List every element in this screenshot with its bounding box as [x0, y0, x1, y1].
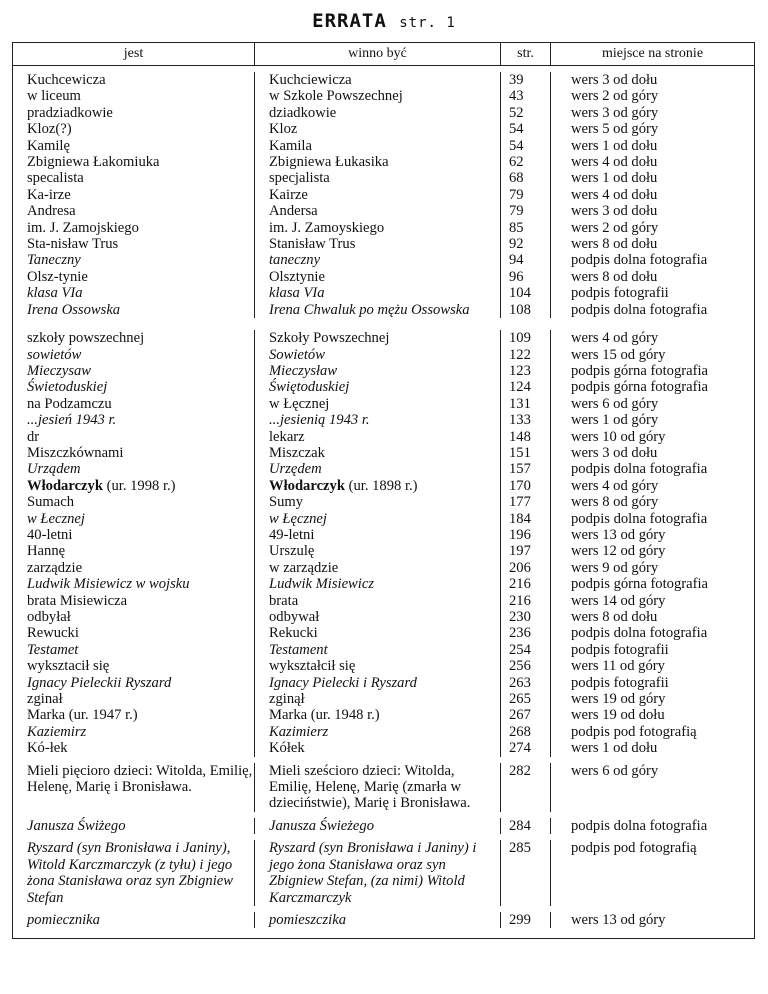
cell-miejsce: wers 10 od góry: [571, 428, 666, 445]
table-row: [13, 691, 754, 707]
cell-str: 109: [501, 330, 551, 346]
table-row: [13, 527, 754, 543]
table-row: [13, 675, 754, 691]
cell-miejsce: wers 13 od góry: [571, 911, 666, 928]
cell-miejsce: wers 4 od dołu: [571, 154, 658, 171]
cell-miejsce: wers 3 od góry: [571, 104, 659, 121]
cell-jest: [13, 478, 255, 494]
title-main: ERRATA: [312, 10, 387, 32]
cell-str: 170: [501, 478, 551, 494]
cell-winno-byc: 49-letni: [255, 527, 501, 543]
cell-miejsce: wers 3 od dołu: [571, 203, 658, 220]
cell-winno-byc: Andersa: [255, 203, 501, 219]
table-row: [13, 363, 754, 379]
cell-jest: Hannę: [13, 543, 255, 559]
cell-str: 123: [501, 363, 551, 379]
cell-str: 284: [501, 818, 551, 834]
cell-miejsce: podpis górna fotografia: [571, 576, 708, 593]
cell-miejsce: wers 4 od góry: [571, 330, 659, 347]
cell-winno-byc: Kairze: [255, 187, 501, 203]
cell-winno-bold: Włodarczyk: [269, 477, 345, 494]
cell-jest: Rewucki: [13, 625, 255, 641]
cell-miejsce: podpis dolna fotografia: [571, 461, 708, 478]
cell-str: 151: [501, 445, 551, 461]
table-row: [13, 252, 754, 268]
cell-str: 92: [501, 236, 551, 252]
cell-str: 68: [501, 170, 551, 186]
cell-jest: Marka (ur. 1947 r.): [13, 707, 255, 723]
cell-miejsce: wers 19 od góry: [571, 691, 666, 708]
table-row: [13, 740, 754, 756]
table-row: [13, 170, 754, 186]
table-row: [13, 236, 754, 252]
table-row: [13, 347, 754, 363]
cell-miejsce: wers 2 od góry: [571, 219, 659, 236]
cell-jest: szkoły powszechnej: [13, 330, 255, 346]
cell-str: 131: [501, 396, 551, 412]
cell-str: 104: [501, 285, 551, 301]
cell-str: 157: [501, 461, 551, 477]
cell-winno-byc: Rekucki: [255, 625, 501, 641]
cell-winno-byc: Kółek: [255, 740, 501, 756]
cell-winno-byc: im. J. Zamoyskiego: [255, 220, 501, 236]
cell-jest: Taneczny: [13, 252, 255, 268]
cell-str: 216: [501, 576, 551, 592]
cell-miejsce: podpis fotografii: [571, 641, 669, 658]
cell-winno-byc: Urzędem: [255, 461, 501, 477]
cell-winno-byc: wykształcił się: [255, 658, 501, 674]
cell-miejsce: wers 1 od dołu: [571, 137, 658, 154]
cell-str: 96: [501, 269, 551, 285]
page-title: [0, 10, 768, 32]
table-row: [13, 72, 754, 88]
table-row: [13, 511, 754, 527]
cell-str: 197: [501, 543, 551, 559]
cell-winno-byc: w Łęcznej: [255, 511, 501, 527]
cell-str: 133: [501, 412, 551, 428]
cell-winno-byc: Kloz: [255, 121, 501, 137]
cell-winno-byc: specjalista: [255, 170, 501, 186]
cell-jest: Andresa: [13, 203, 255, 219]
cell-jest: Sumach: [13, 494, 255, 510]
cell-winno-byc: Olsztynie: [255, 269, 501, 285]
table-row: [13, 121, 754, 137]
cell-jest: Zbigniewa Łakomiuka: [13, 154, 255, 170]
cell-winno-byc: Mieczysław: [255, 363, 501, 379]
cell-jest: w liceum: [13, 88, 255, 104]
cell-str: 196: [501, 527, 551, 543]
cell-winno-byc: w Szkole Powszechnej: [255, 88, 501, 104]
errata-table: [12, 42, 755, 939]
cell-jest: im. J. Zamojskiego: [13, 220, 255, 236]
cell-jest-bold: Włodarczyk: [27, 477, 103, 494]
cell-miejsce: wers 13 od góry: [571, 526, 666, 543]
cell-miejsce: podpis górna fotografia: [571, 362, 708, 379]
table-row: [13, 576, 754, 592]
table-row: [13, 330, 754, 346]
table-row: [13, 396, 754, 412]
table-row: [13, 220, 754, 236]
cell-miejsce: wers 11 od góry: [571, 658, 665, 675]
cell-jest: Miszczkównami: [13, 445, 255, 461]
table-row: [13, 609, 754, 625]
column-header-jest: jest: [13, 43, 255, 65]
cell-jest: dr: [13, 429, 255, 445]
cell-miejsce: wers 8 od dołu: [571, 609, 658, 625]
cell-miejsce: wers 14 od góry: [571, 592, 666, 609]
cell-winno-byc: ...jesienią 1943 r.: [255, 412, 501, 428]
cell-jest: Ka-irze: [13, 187, 255, 203]
cell-jest: w Łecznej: [13, 511, 255, 527]
cell-str: 254: [501, 642, 551, 658]
column-header-str: str.: [501, 43, 551, 65]
cell-miejsce: wers 6 od góry: [571, 395, 659, 412]
cell-str: 62: [501, 154, 551, 170]
cell-jest: Kaziemirz: [13, 724, 255, 740]
cell-jest: Kamilę: [13, 138, 255, 154]
cell-str: 216: [501, 593, 551, 609]
table-row: [13, 912, 754, 928]
cell-miejsce: wers 1 od dołu: [571, 740, 658, 757]
cell-str: 85: [501, 220, 551, 236]
cell-jest: 40-letni: [13, 527, 255, 543]
cell-jest: Olsz-tynie: [13, 269, 255, 285]
table-body: [13, 66, 754, 938]
cell-jest: brata Misiewicza: [13, 593, 255, 609]
table-row: [13, 724, 754, 740]
table-row: [13, 429, 754, 445]
cell-winno-byc: [255, 478, 501, 494]
cell-miejsce: wers 8 od dołu: [571, 236, 658, 253]
table-row: [13, 154, 754, 170]
cell-jest: zarządzie: [13, 560, 255, 576]
table-row: [13, 203, 754, 219]
table-row: [13, 763, 754, 812]
cell-winno-byc: Testament: [255, 642, 501, 658]
cell-str: 52: [501, 105, 551, 121]
cell-jest: na Podzamczu: [13, 396, 255, 412]
cell-str: 39: [501, 72, 551, 88]
cell-winno-byc: klasa VIa: [255, 285, 501, 301]
title-page-number: str. 1: [399, 15, 456, 31]
cell-str: 267: [501, 707, 551, 723]
cell-miejsce: podpis dolna fotografia: [571, 301, 708, 318]
cell-winno-byc: brata: [255, 593, 501, 609]
cell-jest: Kó-łek: [13, 740, 255, 756]
cell-str: 108: [501, 302, 551, 318]
cell-str: 282: [501, 763, 551, 812]
table-row: [13, 593, 754, 609]
cell-winno-byc: lekarz: [255, 429, 501, 445]
table-row: [13, 625, 754, 641]
cell-winno-byc: Sumy: [255, 494, 501, 510]
cell-winno-byc: Ludwik Misiewicz: [255, 576, 501, 592]
cell-str: 299: [501, 912, 551, 928]
cell-winno-byc: zginął: [255, 691, 501, 707]
table-row: [13, 818, 754, 834]
cell-str: 256: [501, 658, 551, 674]
cell-jest: Testamet: [13, 642, 255, 658]
table-row: [13, 105, 754, 121]
table-row: [13, 445, 754, 461]
cell-miejsce: podpis pod fotografią: [571, 723, 697, 740]
cell-miejsce: podpis fotografii: [571, 674, 669, 691]
cell-str: 236: [501, 625, 551, 641]
cell-str: 79: [501, 187, 551, 203]
cell-jest: Ryszard (syn Bronisława i Janiny), Witold Karczmarczyk (z tyłu) i jego żona Stanisława oraz syn Zbigniew Stefan: [13, 840, 255, 906]
cell-str: 230: [501, 609, 551, 625]
cell-jest: Kuchcewicza: [13, 72, 255, 88]
cell-jest: odbyłał: [13, 609, 255, 625]
table-row: [13, 461, 754, 477]
cell-winno-byc: Stanisław Trus: [255, 236, 501, 252]
cell-jest: Mieli pięcioro dzieci: Witolda, Emilię, Helenę, Marię i Bronisława.: [13, 763, 255, 812]
cell-miejsce: wers 9 od góry: [571, 559, 659, 576]
cell-winno-byc: pomieszczika: [255, 912, 501, 928]
table-row: [13, 379, 754, 395]
cell-str: 43: [501, 88, 551, 104]
cell-jest: specalista: [13, 170, 255, 186]
cell-winno-byc: Zbigniewa Łukasika: [255, 154, 501, 170]
cell-miejsce: podpis dolna fotografia: [571, 252, 708, 269]
cell-miejsce: wers 1 od góry: [571, 412, 659, 429]
cell-miejsce: wers 3 od dołu: [571, 72, 658, 88]
cell-miejsce: podpis dolna fotografia: [571, 510, 708, 527]
cell-miejsce: wers 1 od dołu: [571, 170, 658, 187]
cell-winno-byc: Urszulę: [255, 543, 501, 559]
table-row: [13, 138, 754, 154]
table-row: [13, 560, 754, 576]
cell-jest: Kloz(?): [13, 121, 255, 137]
cell-winno-byc: Sowietów: [255, 347, 501, 363]
cell-jest: Ignacy Pieleckii Ryszard: [13, 675, 255, 691]
cell-miejsce: wers 6 od góry: [571, 762, 659, 779]
cell-winno-byc: Marka (ur. 1948 r.): [255, 707, 501, 723]
cell-miejsce: wers 15 od góry: [571, 346, 666, 363]
cell-winno-byc: odbywał: [255, 609, 501, 625]
cell-miejsce: podpis dolna fotografia: [571, 625, 708, 642]
cell-jest: zginał: [13, 691, 255, 707]
cell-miejsce: wers 2 od góry: [571, 88, 659, 105]
cell-jest: Ludwik Misiewicz w wojsku: [13, 576, 255, 592]
cell-str: 206: [501, 560, 551, 576]
table-header: [13, 43, 754, 66]
table-row: [13, 494, 754, 510]
cell-jest: Janusza Świżego: [13, 818, 255, 834]
cell-winno-byc: Kamila: [255, 138, 501, 154]
cell-miejsce: podpis pod fotografią: [571, 840, 697, 857]
cell-str: 274: [501, 740, 551, 756]
cell-winno-byc: Mieli sześcioro dzieci: Witolda, Emilię, Helenę, Marię (zmarła w dzieciństwie), Marię i Bronisława.: [255, 763, 501, 812]
cell-jest: Sta-nisław Trus: [13, 236, 255, 252]
cell-winno-byc: Irena Chwaluk po mężu Ossowska: [255, 302, 501, 318]
cell-winno-byc: Ignacy Pielecki i Ryszard: [255, 675, 501, 691]
cell-jest: Mieczysaw: [13, 363, 255, 379]
table-row: [13, 285, 754, 301]
cell-miejsce: wers 4 od góry: [571, 477, 659, 494]
cell-str: 79: [501, 203, 551, 219]
cell-jest: sowietów: [13, 347, 255, 363]
cell-miejsce: wers 3 od dołu: [571, 444, 658, 461]
cell-str: 148: [501, 429, 551, 445]
cell-winno-byc: Świętoduskiej: [255, 379, 501, 395]
cell-miejsce: podpis górna fotografia: [571, 379, 708, 396]
cell-miejsce: wers 8 od dołu: [571, 268, 658, 285]
column-header-winno-byc: winno być: [255, 43, 501, 65]
cell-winno-byc: Janusza Świeżego: [255, 818, 501, 834]
table-row: [13, 478, 754, 494]
table-row: [13, 642, 754, 658]
cell-winno-byc: Miszczak: [255, 445, 501, 461]
cell-miejsce: wers 19 od dołu: [571, 707, 665, 724]
cell-jest: Świetoduskiej: [13, 379, 255, 395]
cell-winno-byc: Ryszard (syn Bronisława i Janiny) i jego żona Stanisława oraz syn Zbigniew Stefan, (za nimi) Witold Karczmarczyk: [255, 840, 501, 906]
cell-str: 285: [501, 840, 551, 906]
table-row: [13, 269, 754, 285]
table-row: [13, 412, 754, 428]
cell-jest-rest: (ur. 1998 r.): [102, 477, 176, 494]
cell-str: 265: [501, 691, 551, 707]
table-row: [13, 707, 754, 723]
cell-jest: pradziadkowie: [13, 105, 255, 121]
cell-str: 263: [501, 675, 551, 691]
table-row: [13, 658, 754, 674]
cell-winno-byc: Kuchciewicza: [255, 72, 501, 88]
cell-str: 124: [501, 379, 551, 395]
cell-miejsce: podpis dolna fotografia: [571, 817, 708, 834]
cell-jest: wyksztacił się: [13, 658, 255, 674]
cell-jest: Irena Ossowska: [13, 302, 255, 318]
cell-winno-byc: w zarządzie: [255, 560, 501, 576]
column-header-miejsce: miejsce na stronie: [601, 46, 704, 61]
cell-miejsce: wers 8 od góry: [571, 494, 659, 511]
cell-str: 54: [501, 121, 551, 137]
cell-str: 177: [501, 494, 551, 510]
cell-str: 94: [501, 252, 551, 268]
cell-jest: ...jesień 1943 r.: [13, 412, 255, 428]
cell-jest: pomiecznika: [13, 912, 255, 928]
cell-winno-byc: taneczny: [255, 252, 501, 268]
cell-miejsce: podpis fotografii: [571, 285, 669, 302]
cell-winno-byc: w Łęcznej: [255, 396, 501, 412]
cell-miejsce: wers 5 od góry: [571, 121, 659, 138]
cell-jest: Urządem: [13, 461, 255, 477]
cell-str: 268: [501, 724, 551, 740]
cell-str: 122: [501, 347, 551, 363]
table-row: [13, 302, 754, 318]
cell-miejsce: wers 4 od dołu: [571, 186, 658, 203]
cell-str: 184: [501, 511, 551, 527]
cell-jest: klasa VIa: [13, 285, 255, 301]
cell-winno-byc: dziadkowie: [255, 105, 501, 121]
cell-winno-byc: Kazimierz: [255, 724, 501, 740]
cell-winno-byc: Szkoły Powszechnej: [255, 330, 501, 346]
cell-winno-rest: (ur. 1898 r.): [344, 477, 418, 494]
table-row: [13, 840, 754, 906]
table-row: [13, 88, 754, 104]
table-row: [13, 187, 754, 203]
table-row: [13, 543, 754, 559]
cell-miejsce: wers 12 od góry: [571, 543, 666, 560]
cell-str: 54: [501, 138, 551, 154]
